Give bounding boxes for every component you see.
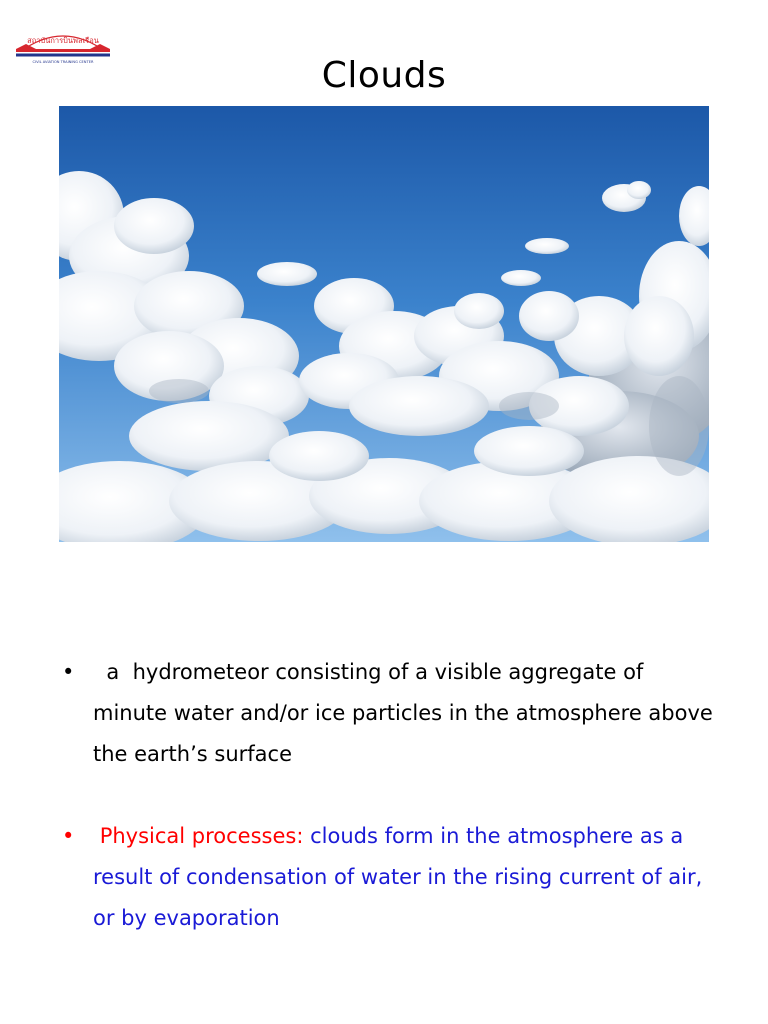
bullet-text: a hydrometeor consisting of a visible aggregate of minute water and/or ice particles in the atmosphere above the earth’s surface	[93, 660, 720, 766]
list-item	[60, 652, 720, 775]
bullet-icon: •	[62, 824, 75, 848]
bullet-list	[60, 652, 720, 939]
sky-clouds-photo	[59, 106, 709, 542]
slide-title: Clouds	[321, 55, 447, 96]
list-item	[60, 816, 720, 939]
bullet-lead: Physical processes:	[93, 824, 311, 848]
bullet-icon: •	[62, 660, 75, 684]
logo-thai-text: สถาบันการบินพลเรือน	[27, 36, 99, 45]
bullet-text: clouds form in the atmosphere as a result of condensation of water in the rising current of air, or by evaporation	[93, 824, 703, 930]
logo-english-text: CIVIL AVIATION TRAINING CENTER	[32, 60, 94, 64]
sky-clouds-photo-icon	[59, 106, 709, 542]
